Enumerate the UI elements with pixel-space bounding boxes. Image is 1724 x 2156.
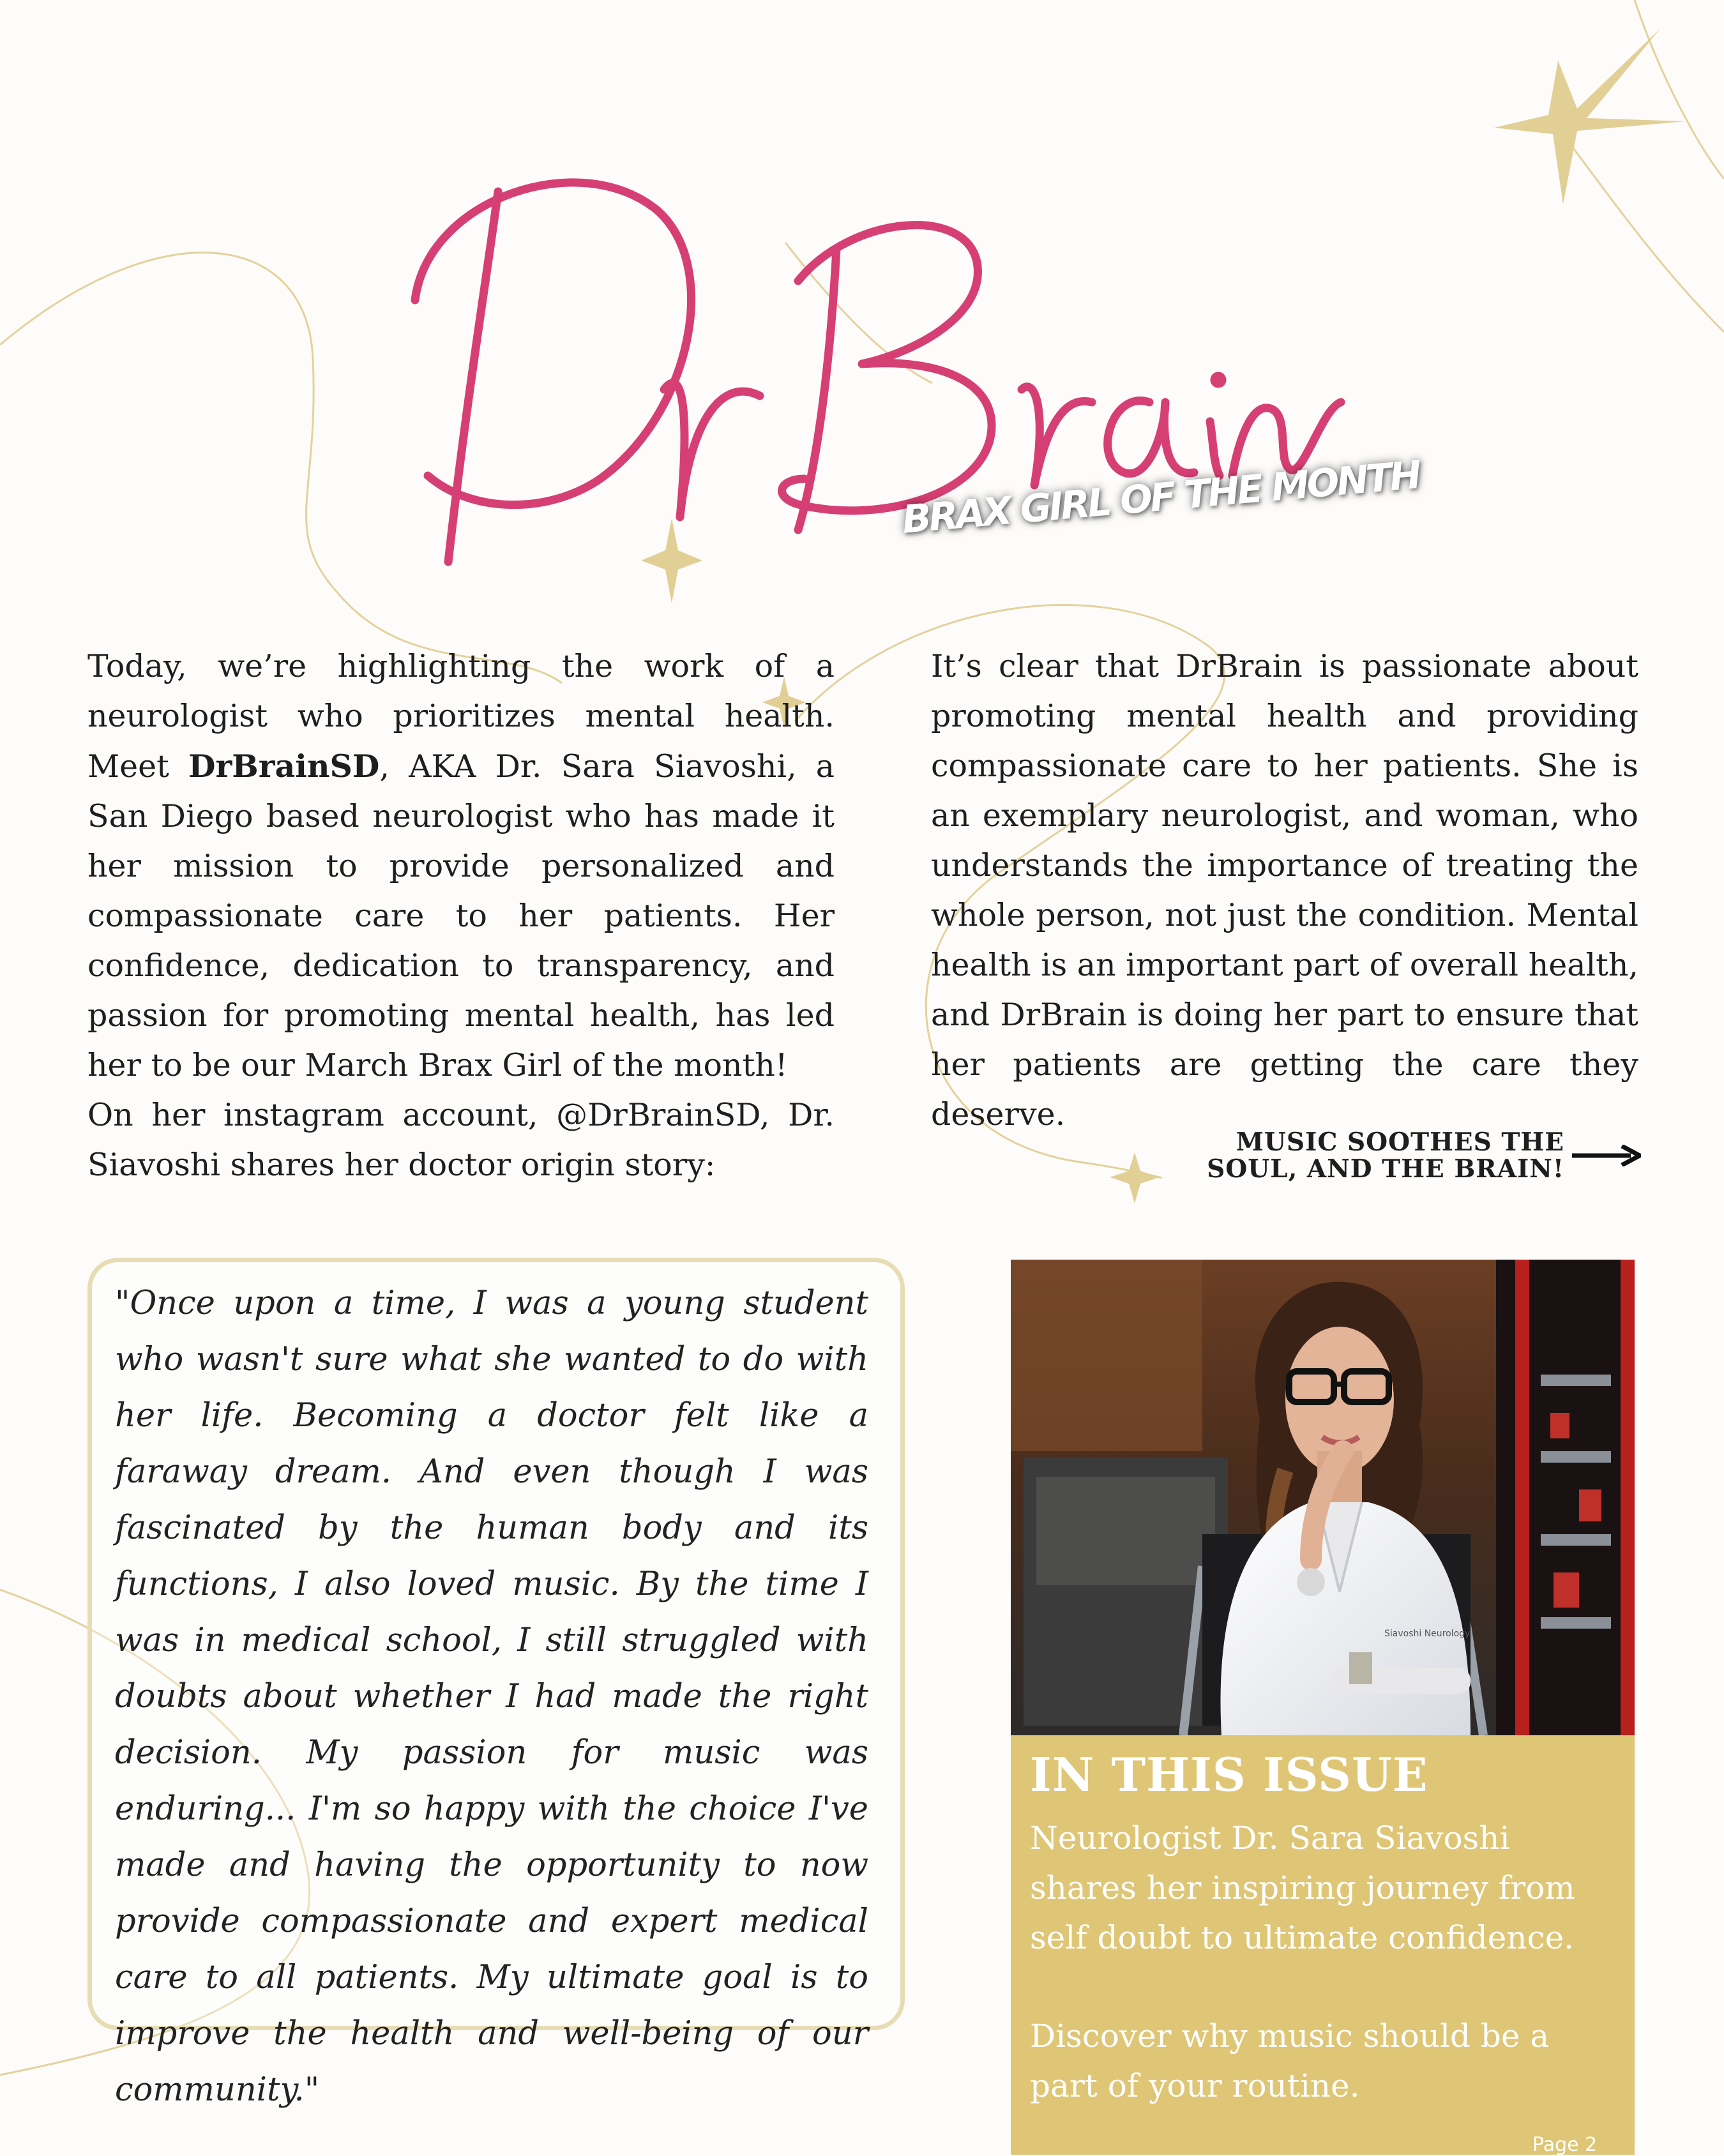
intro-paragraph: Today, we’re highlighting the work of a neurologist who prioritizes mental health. Meet DrBrainSD, AKA Dr. Sara Siavoshi, a San Diego based neurologist who has made it her mission to provide personalized and compassionate care to her patients. Her confidence, dedication to transparency, and passion for promoting mental health, has led her to be our March Brax Girl of the month! xyxy=(87,648,835,1083)
in-this-issue-heading: IN THIS ISSUE xyxy=(1030,1747,1428,1802)
summary-paragraph: It’s clear that DrBrain is passionate about promoting mental health and providing compassionate care to her patients. She is an exemplary neurologist, and woman, who understands the importance of treating the whole person, not just the condition. Mental health is an important part of overall health, and DrBrain is doing her part to ensure that her patients are getting the care they deserve. xyxy=(931,648,1638,1133)
issue-item-journey: Neurologist Dr. Sara Siavoshi shares her inspiring journey from self doubt to ultimate confidence. xyxy=(1030,1820,1575,1956)
subtitle-banner: BRAX GIRL OF THE MONTH xyxy=(900,453,1421,543)
music-callout-link[interactable]: MUSIC SOOTHES THE SOUL, AND THE BRAIN! xyxy=(1207,1127,1564,1184)
handle-bold: DrBrainSD xyxy=(188,748,380,785)
sparkle-icon xyxy=(1494,29,1686,204)
arrow-right-icon[interactable] xyxy=(1572,1145,1641,1166)
origin-quote: "Once upon a time, I was a young student who wasn't sure what she wanted to do with her life. Becoming a doctor felt like a faraway dream. And even though I was fascinated by the human body and its functions, I also loved music. By the time I was in medical school, I still struggled with doubts about whether I had made the right decision. My passion for music was enduring... I'm so happy with the choice I've made and having the opportunity to now provide compassionate and expert medical care to all patients. My ultimate goal is to improve the health and well-being of our community." xyxy=(115,1285,868,2109)
sparkle-icon xyxy=(1110,1152,1160,1203)
issue-item-music: Discover why music should be a part of your routine. xyxy=(1030,2017,1550,2104)
page-number: Page 2 xyxy=(1532,2134,1598,2156)
summary-column xyxy=(931,642,1638,1140)
intro-column xyxy=(87,642,835,1190)
origin-paragraph: On her instagram account, @DrBrainSD, Dr. Siavoshi shares her doctor origin story: xyxy=(87,1097,835,1183)
doctor-portrait-photo xyxy=(1011,1260,1635,1735)
coat-embroidery: Siavoshi Neurology xyxy=(1384,1629,1471,1639)
page-title xyxy=(389,121,1347,594)
